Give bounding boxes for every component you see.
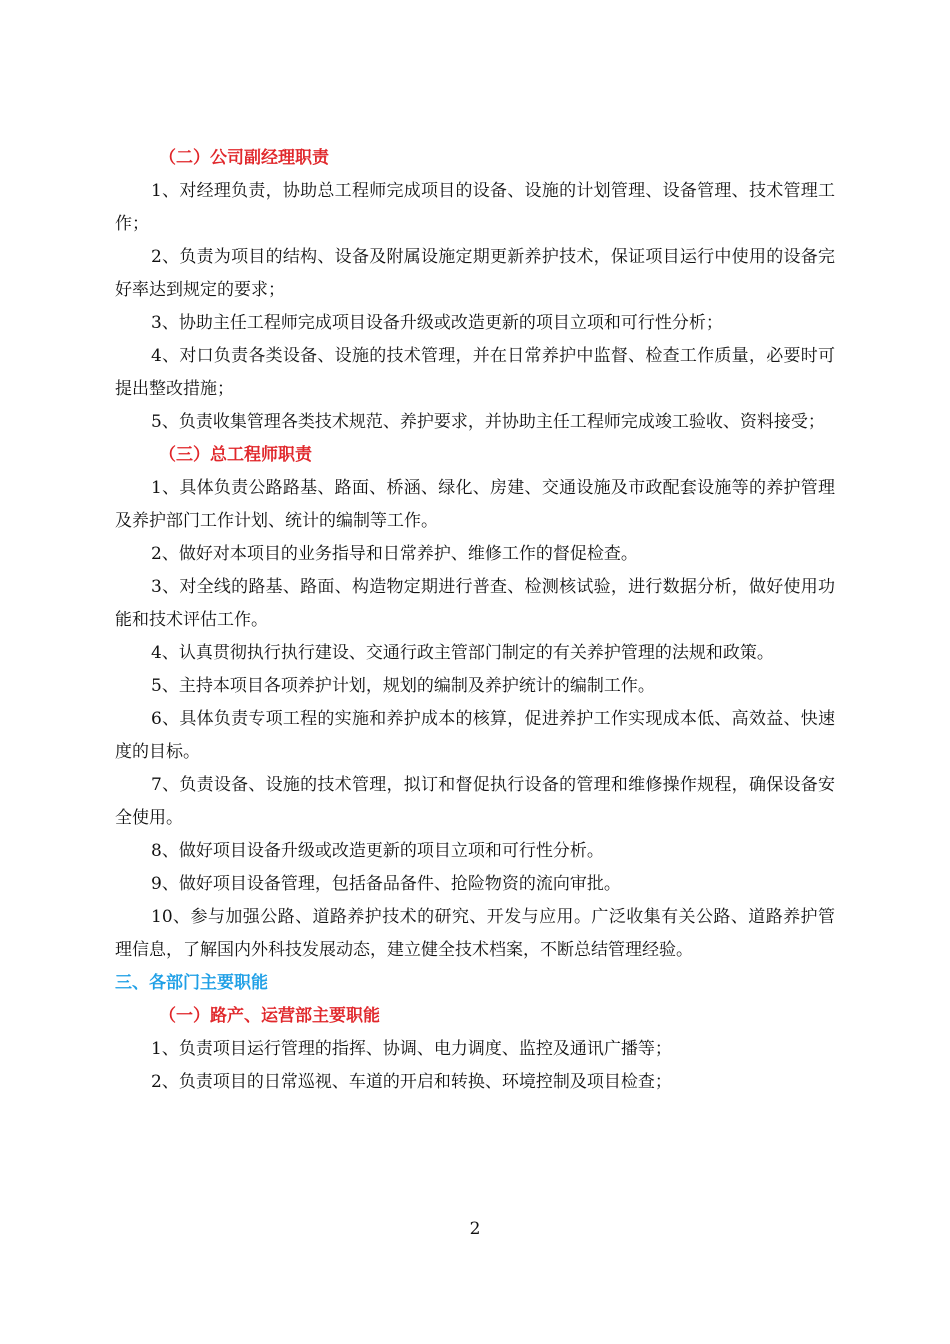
paragraph: 3、协助主任工程师完成项目设备升级或改造更新的项目立项和可行性分析；	[151, 313, 723, 333]
paragraph: 10、参与加强公路、道路养护技术的研究、开发与应用。广泛收集有关公路、道路养护管理信息，了解国内外科技发展动态，建立健全技术档案，不断总结管理经验。	[115, 907, 835, 960]
paragraph: 1、对经理负责，协助总工程师完成项目的设备、设施的计划管理、设备管理、技术管理工作；	[115, 181, 835, 234]
paragraph: 4、认真贯彻执行执行建设、交通行政主管部门制定的有关养护管理的法规和政策。	[151, 643, 774, 663]
paragraph: 5、主持本项目各项养护计划，规划的编制及养护统计的编制工作。	[151, 676, 655, 696]
paragraph: 2、负责项目的日常巡视、车道的开启和转换、环境控制及项目检查；	[151, 1072, 672, 1092]
paragraph: 1、负责项目运行管理的指挥、协调、电力调度、监控及通讯广播等；	[151, 1039, 672, 1059]
paragraph: 1、具体负责公路路基、路面、桥涵、绿化、房建、交通设施及市政配套设施等的养护管理及养护部门工作计划、统计的编制等工作。	[115, 478, 835, 531]
paragraph: 4、对口负责各类设备、设施的技术管理，并在日常养护中监督、检查工作质量，必要时可提出整改措施；	[115, 346, 835, 399]
paragraph: 8、做好项目设备升级或改造更新的项目立项和可行性分析。	[151, 841, 604, 861]
paragraph: 2、负责为项目的结构、设备及附属设施定期更新养护技术，保证项目运行中使用的设备完好率达到规定的要求；	[115, 247, 835, 300]
document-body	[115, 142, 835, 1099]
paragraph: 7、负责设备、设施的技术管理，拟订和督促执行设备的管理和维修操作规程，确保设备安全使用。	[115, 775, 835, 828]
section-subheading: （一）路产、运营部主要职能	[159, 1006, 380, 1026]
paragraph: 3、对全线的路基、路面、构造物定期进行普查、检测核试验，进行数据分析，做好使用功能和技术评估工作。	[115, 577, 835, 630]
paragraph: 9、做好项目设备管理，包括备品备件、抢险物资的流向审批。	[151, 874, 621, 894]
page-number: 2	[469, 1219, 481, 1239]
section-subheading: （二）公司副经理职责	[159, 148, 329, 168]
paragraph: 5、负责收集管理各类技术规范、养护要求，并协助主任工程师完成竣工验收、资料接受；	[151, 412, 825, 432]
paragraph: 2、做好对本项目的业务指导和日常养护、维修工作的督促检查。	[151, 544, 638, 564]
section-heading: 三、各部门主要职能	[115, 973, 268, 993]
paragraph: 6、具体负责专项工程的实施和养护成本的核算，促进养护工作实现成本低、高效益、快速度的目标。	[115, 709, 835, 762]
section-subheading: （三）总工程师职责	[159, 445, 312, 465]
